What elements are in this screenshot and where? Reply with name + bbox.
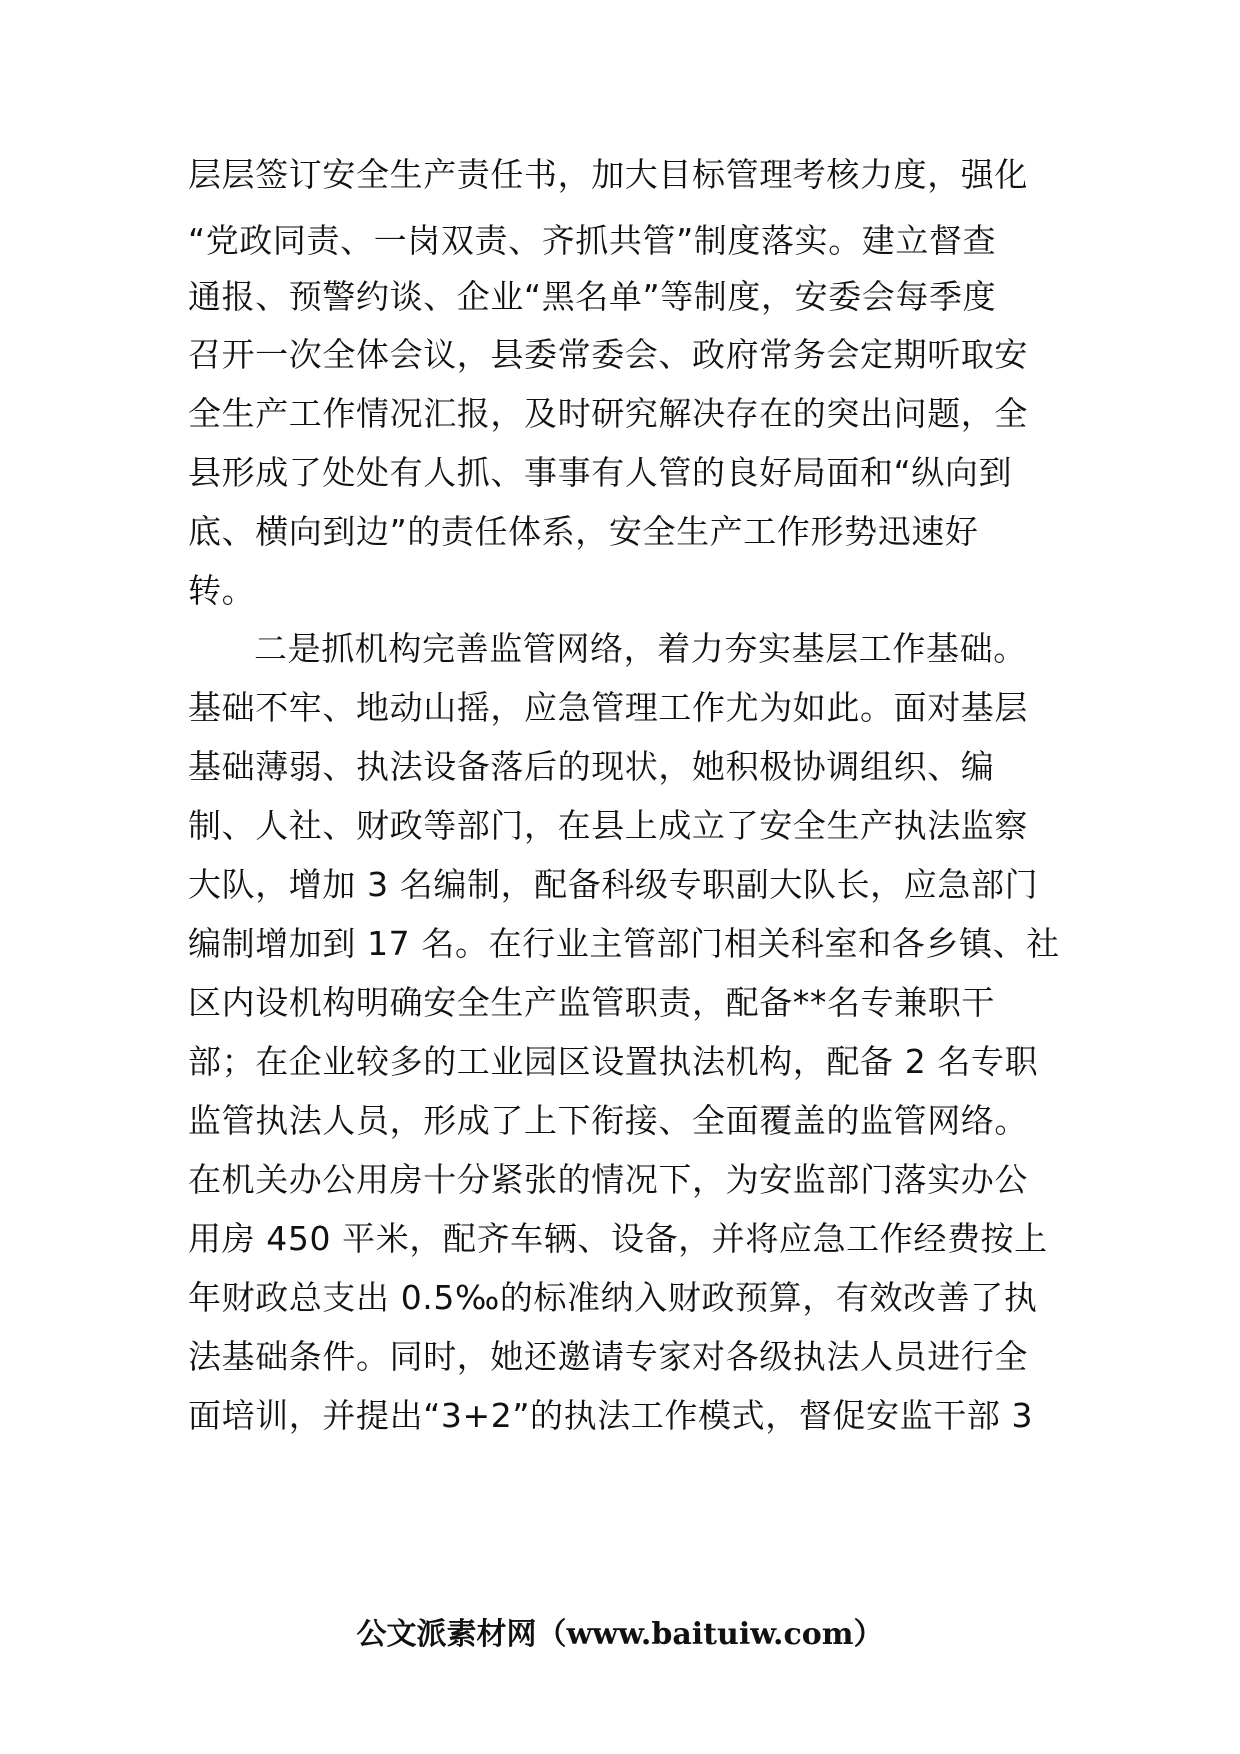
paragraph-2-line-5: 大队，增加 3 名编制，配备科级专职副大队长，应急部门: [188, 865, 1039, 904]
paragraph-2-line-14: 面培训，并提出“3+2”的执法工作模式，督促安监干部 3: [188, 1396, 1034, 1435]
paragraph-2-line-10: 在机关办公用房十分紧张的情况下，为安监部门落实办公: [188, 1160, 1028, 1199]
paragraph-1-line-1: 层层签订安全生产责任书，加大目标管理考核力度，强化: [188, 155, 1028, 194]
paragraph-1-line-2: “党政同责、一岗双责、齐抓共管”制度落实。建立督查: [188, 221, 997, 260]
paragraph-1-line-4: 召开一次全体会议，县委常委会、政府常务会定期听取安: [188, 335, 1028, 374]
paragraph-2-line-7: 区内设机构明确安全生产监管职责，配备**名专兼职干: [188, 983, 995, 1022]
paragraph-2-line-13: 法基础条件。同时，她还邀请专家对各级执法人员进行全: [188, 1337, 1028, 1376]
paragraph-2-line-2: 基础不牢、地动山摇，应急管理工作尤为如此。面对基层: [188, 688, 1028, 727]
paragraph-2-line-8: 部；在企业较多的工业园区设置执法机构，配备 2 名专职: [188, 1042, 1039, 1081]
footer-watermark: 公文派素材网（www.baituiw.com）: [356, 1617, 884, 1652]
paragraph-2-line-6: 编制增加到 17 名。在行业主管部门相关科室和各乡镇、社: [188, 924, 1060, 963]
paragraph-1-line-3: 通报、预警约谈、企业“黑名单”等制度，安委会每季度: [188, 277, 997, 316]
paragraph-2-line-1: 二是抓机构完善监管网络，着力夯实基层工作基础。: [254, 629, 1027, 668]
paragraph-2-line-3: 基础薄弱、执法设备落后的现状，她积极协调组织、编: [188, 747, 995, 786]
paragraph-2-line-11: 用房 450 平米，配齐车辆、设备，并将应急工作经费按上: [188, 1219, 1048, 1258]
paragraph-1-line-5: 全生产工作情况汇报，及时研究解决存在的突出问题，全: [188, 394, 1028, 433]
paragraph-1-line-8: 转。: [188, 571, 256, 610]
paragraph-2-line-12: 年财政总支出 0.5‰的标准纳入财政预算，有效改善了执: [188, 1278, 1038, 1317]
paragraph-2-line-4: 制、人社、财政等部门，在县上成立了安全生产执法监察: [188, 806, 1028, 845]
paragraph-2-line-9: 监管执法人员，形成了上下衔接、全面覆盖的监管网络。: [188, 1101, 1028, 1140]
paragraph-1-line-7: 底、横向到边”的责任体系，安全生产工作形势迅速好: [188, 512, 979, 551]
paragraph-1-line-6: 县形成了处处有人抓、事事有人管的良好局面和“纵向到: [188, 453, 1013, 492]
